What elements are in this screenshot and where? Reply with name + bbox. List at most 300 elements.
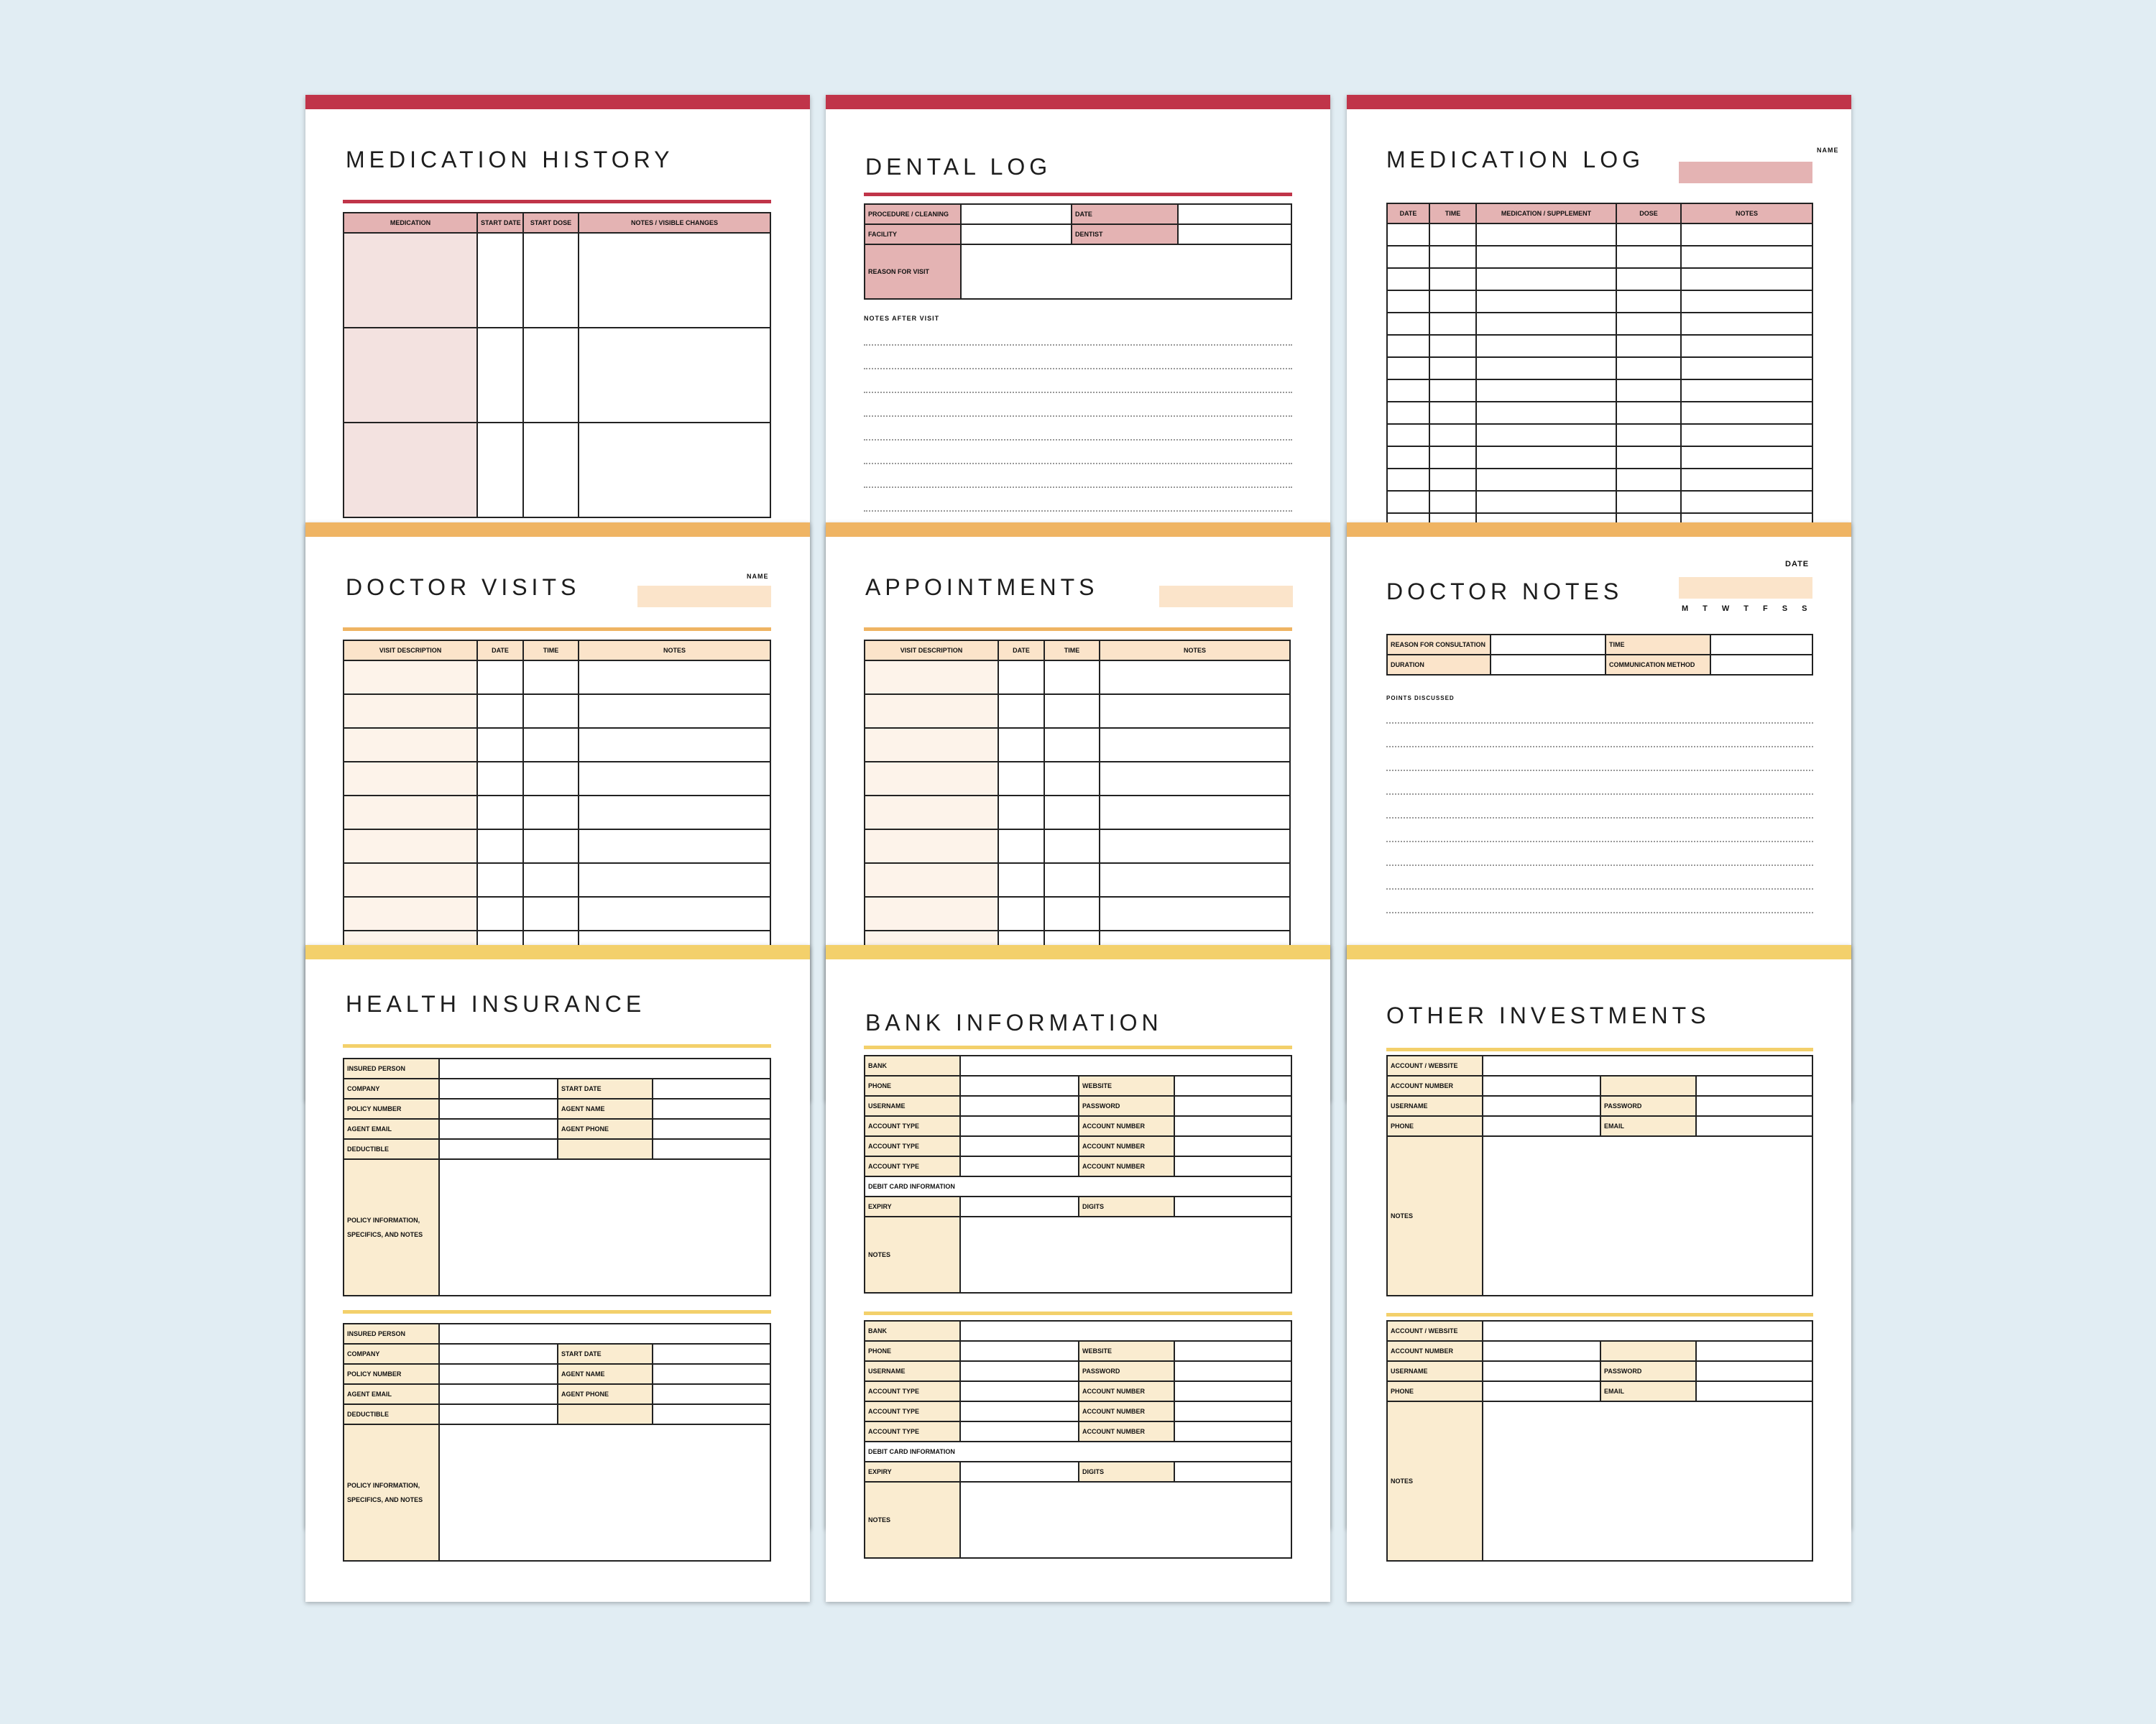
col-header: START DATE bbox=[477, 213, 523, 233]
table-cell[interactable] bbox=[1429, 290, 1476, 313]
page-band bbox=[305, 95, 810, 109]
table-cell[interactable] bbox=[998, 660, 1044, 694]
table-cell[interactable] bbox=[1681, 246, 1812, 268]
col-header: NOTES / VISIBLE CHANGES bbox=[579, 213, 770, 233]
username-label: USERNAME bbox=[1387, 1096, 1483, 1116]
table-cell[interactable] bbox=[523, 423, 579, 517]
account-type-field[interactable] bbox=[960, 1116, 1079, 1136]
table-cell[interactable] bbox=[1044, 728, 1100, 762]
table-cell[interactable] bbox=[344, 897, 477, 931]
table-cell[interactable] bbox=[865, 762, 998, 796]
agent-phone-field[interactable] bbox=[653, 1384, 770, 1404]
table-cell[interactable] bbox=[477, 728, 523, 762]
policy-info-field[interactable] bbox=[439, 1424, 770, 1561]
account-number-field[interactable] bbox=[1174, 1156, 1291, 1176]
table-cell[interactable] bbox=[1681, 268, 1812, 290]
table-cell[interactable] bbox=[998, 796, 1044, 829]
deductible-field[interactable] bbox=[439, 1139, 558, 1159]
start-date-field[interactable] bbox=[653, 1344, 770, 1364]
username-label: USERNAME bbox=[865, 1096, 960, 1116]
table-cell[interactable] bbox=[1681, 290, 1812, 313]
facility-field[interactable] bbox=[961, 224, 1072, 244]
page-title: DOCTOR NOTES bbox=[1386, 578, 1623, 604]
table-cell[interactable] bbox=[1476, 491, 1616, 513]
table-cell[interactable] bbox=[1044, 796, 1100, 829]
table-cell[interactable] bbox=[1100, 863, 1290, 897]
table-cell[interactable] bbox=[865, 863, 998, 897]
table-cell[interactable] bbox=[1681, 335, 1812, 357]
table-cell[interactable] bbox=[477, 694, 523, 728]
insurance-table-1 bbox=[343, 1058, 771, 1296]
password-label: PASSWORD bbox=[1600, 1096, 1696, 1116]
day-sun[interactable]: S bbox=[1802, 604, 1808, 613]
password-field[interactable] bbox=[1696, 1096, 1812, 1116]
table-row bbox=[1387, 268, 1812, 290]
bank-field[interactable] bbox=[960, 1321, 1291, 1341]
phone-field[interactable] bbox=[1483, 1381, 1600, 1401]
table-cell[interactable] bbox=[1044, 694, 1100, 728]
table-cell[interactable] bbox=[865, 694, 998, 728]
table-cell[interactable] bbox=[477, 328, 523, 423]
expiry-field[interactable] bbox=[960, 1197, 1079, 1217]
day-tue[interactable]: T bbox=[1703, 604, 1708, 613]
table-cell[interactable] bbox=[579, 829, 770, 863]
notes-label: NOTES bbox=[1387, 1136, 1483, 1296]
table-cell[interactable] bbox=[998, 863, 1044, 897]
website-field[interactable] bbox=[1174, 1076, 1291, 1096]
notes-field[interactable] bbox=[1483, 1136, 1812, 1296]
blank-field[interactable] bbox=[1696, 1341, 1812, 1361]
table-cell[interactable] bbox=[1100, 762, 1290, 796]
table-cell[interactable] bbox=[1476, 313, 1616, 335]
table-cell[interactable] bbox=[998, 694, 1044, 728]
reason-field[interactable] bbox=[961, 244, 1291, 299]
insured-field[interactable] bbox=[439, 1059, 770, 1079]
table-cell[interactable] bbox=[1044, 897, 1100, 931]
day-thu[interactable]: T bbox=[1743, 604, 1750, 613]
table-cell[interactable] bbox=[579, 897, 770, 931]
table-cell[interactable] bbox=[1681, 469, 1812, 491]
company-field[interactable] bbox=[439, 1344, 558, 1364]
duration-field[interactable] bbox=[1491, 655, 1606, 675]
table-row bbox=[1387, 357, 1812, 379]
table-cell[interactable] bbox=[477, 829, 523, 863]
date-field[interactable] bbox=[1178, 204, 1291, 224]
username-field[interactable] bbox=[960, 1361, 1079, 1381]
table-cell[interactable] bbox=[998, 762, 1044, 796]
page-title: HEALTH INSURANCE bbox=[346, 991, 646, 1017]
name-field[interactable] bbox=[1159, 586, 1293, 607]
account-type-field[interactable] bbox=[960, 1421, 1079, 1442]
table-cell[interactable] bbox=[1387, 268, 1429, 290]
table-cell[interactable] bbox=[1387, 246, 1429, 268]
insured-label: INSURED PERSON bbox=[344, 1324, 439, 1344]
account-type-field[interactable] bbox=[960, 1381, 1079, 1401]
table-cell[interactable] bbox=[1476, 290, 1616, 313]
table-cell[interactable] bbox=[865, 796, 998, 829]
table-cell[interactable] bbox=[1429, 424, 1476, 446]
table-cell[interactable] bbox=[1616, 223, 1681, 246]
reason-field[interactable] bbox=[1491, 635, 1606, 655]
section-rule bbox=[343, 1310, 771, 1314]
account-number-field[interactable] bbox=[1174, 1381, 1291, 1401]
name-label: NAME bbox=[1817, 147, 1839, 154]
day-sat[interactable]: S bbox=[1782, 604, 1789, 613]
agent-name-field[interactable] bbox=[653, 1364, 770, 1384]
expiry-field[interactable] bbox=[960, 1462, 1079, 1482]
table-cell[interactable] bbox=[523, 328, 579, 423]
account-type-label: ACCOUNT TYPE bbox=[865, 1136, 960, 1156]
duration-label: DURATION bbox=[1387, 655, 1491, 675]
policy-number-field[interactable] bbox=[439, 1364, 558, 1384]
table-cell[interactable] bbox=[523, 796, 579, 829]
table-cell[interactable] bbox=[523, 897, 579, 931]
insured-label: INSURED PERSON bbox=[344, 1059, 439, 1079]
table-cell[interactable] bbox=[1044, 829, 1100, 863]
name-field[interactable] bbox=[1679, 162, 1812, 183]
account-type-label: ACCOUNT TYPE bbox=[865, 1381, 960, 1401]
start-date-field[interactable] bbox=[653, 1079, 770, 1099]
insured-field[interactable] bbox=[439, 1324, 770, 1344]
page-band bbox=[826, 522, 1330, 537]
table-cell[interactable] bbox=[579, 660, 770, 694]
table-cell[interactable] bbox=[1387, 290, 1429, 313]
table-cell[interactable] bbox=[1616, 446, 1681, 469]
table-cell[interactable] bbox=[523, 694, 579, 728]
table-cell[interactable] bbox=[1681, 313, 1812, 335]
table-cell[interactable] bbox=[523, 829, 579, 863]
day-mon[interactable]: M bbox=[1682, 604, 1690, 613]
table-cell[interactable] bbox=[579, 863, 770, 897]
table-cell[interactable] bbox=[1429, 402, 1476, 424]
col-header: DATE bbox=[477, 640, 523, 660]
table-cell[interactable] bbox=[865, 897, 998, 931]
table-cell[interactable] bbox=[1387, 313, 1429, 335]
table-cell[interactable] bbox=[1476, 357, 1616, 379]
table-cell[interactable] bbox=[865, 829, 998, 863]
table-cell[interactable] bbox=[1616, 402, 1681, 424]
table-cell[interactable] bbox=[344, 762, 477, 796]
table-row bbox=[865, 762, 1290, 796]
table-cell[interactable] bbox=[1476, 446, 1616, 469]
account-field[interactable] bbox=[1483, 1056, 1812, 1076]
blank-label bbox=[558, 1139, 653, 1159]
table-row bbox=[1387, 469, 1812, 491]
insurance-table-2 bbox=[343, 1323, 771, 1562]
table-cell[interactable] bbox=[1387, 469, 1429, 491]
policy-number-field[interactable] bbox=[439, 1099, 558, 1119]
col-header: DATE bbox=[1387, 203, 1429, 223]
table-cell[interactable] bbox=[477, 233, 523, 328]
table-cell[interactable] bbox=[1044, 660, 1100, 694]
table-cell[interactable] bbox=[523, 762, 579, 796]
table-cell[interactable] bbox=[579, 796, 770, 829]
digits-field[interactable] bbox=[1174, 1197, 1291, 1217]
table-cell[interactable] bbox=[477, 423, 523, 517]
table-cell[interactable] bbox=[1616, 313, 1681, 335]
notes-field[interactable] bbox=[1483, 1401, 1812, 1561]
table-cell[interactable] bbox=[1100, 829, 1290, 863]
table-row bbox=[344, 728, 770, 762]
table-cell[interactable] bbox=[1616, 268, 1681, 290]
username-field[interactable] bbox=[960, 1096, 1079, 1116]
table-cell[interactable] bbox=[1476, 246, 1616, 268]
page-band bbox=[305, 945, 810, 959]
company-field[interactable] bbox=[439, 1079, 558, 1099]
expiry-label: EXPIRY bbox=[865, 1197, 960, 1217]
time-field[interactable] bbox=[1710, 635, 1812, 655]
table-cell[interactable] bbox=[1100, 796, 1290, 829]
name-field[interactable] bbox=[637, 586, 771, 607]
table-cell[interactable] bbox=[344, 796, 477, 829]
phone-field[interactable] bbox=[960, 1076, 1079, 1096]
page-band bbox=[1347, 95, 1851, 109]
time-label: TIME bbox=[1606, 635, 1710, 655]
table-cell[interactable] bbox=[998, 829, 1044, 863]
table-cell[interactable] bbox=[344, 233, 477, 328]
table-cell[interactable] bbox=[1429, 379, 1476, 402]
table-cell[interactable] bbox=[1616, 246, 1681, 268]
dentist-field[interactable] bbox=[1178, 224, 1291, 244]
table-cell[interactable] bbox=[1429, 491, 1476, 513]
expiry-label: EXPIRY bbox=[865, 1462, 960, 1482]
table-row bbox=[865, 728, 1290, 762]
table-cell[interactable] bbox=[998, 897, 1044, 931]
table-cell[interactable] bbox=[344, 660, 477, 694]
table-cell[interactable] bbox=[1387, 379, 1429, 402]
table-cell[interactable] bbox=[1429, 446, 1476, 469]
agent-name-field[interactable] bbox=[653, 1099, 770, 1119]
account-number-field[interactable] bbox=[1483, 1341, 1600, 1361]
table-cell[interactable] bbox=[1387, 446, 1429, 469]
table-row bbox=[865, 796, 1290, 829]
col-header: TIME bbox=[1429, 203, 1476, 223]
table-cell[interactable] bbox=[1616, 357, 1681, 379]
table-row bbox=[1387, 379, 1812, 402]
notes-after-visit-label: NOTES AFTER VISIT bbox=[864, 315, 940, 322]
day-fri[interactable]: F bbox=[1763, 604, 1769, 613]
dental-details-table bbox=[864, 203, 1292, 300]
date-label: DATE bbox=[1072, 204, 1178, 224]
table-cell[interactable] bbox=[523, 863, 579, 897]
table-cell[interactable] bbox=[579, 423, 770, 517]
policy-number-label: POLICY NUMBER bbox=[344, 1099, 439, 1119]
table-cell[interactable] bbox=[1429, 313, 1476, 335]
table-cell[interactable] bbox=[1429, 469, 1476, 491]
table-cell[interactable] bbox=[477, 863, 523, 897]
agent-email-label: AGENT EMAIL bbox=[344, 1119, 439, 1139]
agent-email-field[interactable] bbox=[439, 1384, 558, 1404]
investments-table-1 bbox=[1386, 1055, 1813, 1296]
table-cell[interactable] bbox=[1429, 246, 1476, 268]
table-cell[interactable] bbox=[1681, 223, 1812, 246]
title-rule bbox=[343, 627, 771, 631]
table-cell[interactable] bbox=[1387, 357, 1429, 379]
table-cell[interactable] bbox=[579, 762, 770, 796]
table-cell[interactable] bbox=[1100, 660, 1290, 694]
table-cell[interactable] bbox=[1044, 762, 1100, 796]
table-cell[interactable] bbox=[1387, 424, 1429, 446]
account-number-field[interactable] bbox=[1174, 1421, 1291, 1442]
table-cell[interactable] bbox=[344, 423, 477, 517]
day-wed[interactable]: W bbox=[1721, 604, 1731, 613]
password-label: PASSWORD bbox=[1079, 1361, 1174, 1381]
table-cell[interactable] bbox=[1100, 728, 1290, 762]
points-discussed-label: POINTS DISCUSSED bbox=[1386, 695, 1455, 701]
account-type-field[interactable] bbox=[960, 1156, 1079, 1176]
page-title: MEDICATION LOG bbox=[1386, 147, 1644, 172]
table-cell[interactable] bbox=[865, 660, 998, 694]
table-cell[interactable] bbox=[523, 233, 579, 328]
notes-label: NOTES bbox=[865, 1482, 960, 1558]
method-field[interactable] bbox=[1710, 655, 1812, 675]
reason-label: REASON FOR VISIT bbox=[865, 244, 961, 299]
notes-field[interactable] bbox=[960, 1217, 1291, 1293]
phone-field[interactable] bbox=[960, 1341, 1079, 1361]
table-cell[interactable] bbox=[1616, 290, 1681, 313]
table-cell[interactable] bbox=[1044, 863, 1100, 897]
table-cell[interactable] bbox=[477, 897, 523, 931]
table-cell[interactable] bbox=[1476, 335, 1616, 357]
username-field[interactable] bbox=[1483, 1096, 1600, 1116]
blank-field[interactable] bbox=[653, 1139, 770, 1159]
table-cell[interactable] bbox=[523, 728, 579, 762]
table-cell[interactable] bbox=[579, 728, 770, 762]
website-field[interactable] bbox=[1174, 1341, 1291, 1361]
table-cell[interactable] bbox=[344, 328, 477, 423]
table-cell[interactable] bbox=[1429, 268, 1476, 290]
table-cell[interactable] bbox=[1616, 335, 1681, 357]
table-cell[interactable] bbox=[1681, 424, 1812, 446]
table-cell[interactable] bbox=[344, 829, 477, 863]
agent-email-field[interactable] bbox=[439, 1119, 558, 1139]
table-cell[interactable] bbox=[1616, 491, 1681, 513]
account-type-field[interactable] bbox=[960, 1136, 1079, 1156]
policy-info-field[interactable] bbox=[439, 1159, 770, 1296]
account-field[interactable] bbox=[1483, 1321, 1812, 1341]
agent-phone-field[interactable] bbox=[653, 1119, 770, 1139]
weekday-selector[interactable] bbox=[1682, 604, 1807, 613]
digits-field[interactable] bbox=[1174, 1462, 1291, 1482]
table-cell[interactable] bbox=[344, 694, 477, 728]
phone-field[interactable] bbox=[1483, 1116, 1600, 1136]
policy-info-label: POLICY INFORMATION, SPECIFICS, AND NOTES bbox=[344, 1424, 439, 1561]
account-number-field[interactable] bbox=[1174, 1401, 1291, 1421]
facility-label: FACILITY bbox=[865, 224, 961, 244]
table-cell[interactable] bbox=[1387, 402, 1429, 424]
password-field[interactable] bbox=[1174, 1096, 1291, 1116]
notes-label: NOTES bbox=[865, 1217, 960, 1293]
table-cell[interactable] bbox=[998, 728, 1044, 762]
account-number-field[interactable] bbox=[1174, 1136, 1291, 1156]
table-cell[interactable] bbox=[1616, 379, 1681, 402]
agent-phone-label: AGENT PHONE bbox=[558, 1384, 653, 1404]
table-cell[interactable] bbox=[579, 694, 770, 728]
table-cell[interactable] bbox=[477, 660, 523, 694]
table-cell[interactable] bbox=[1429, 335, 1476, 357]
table-row bbox=[1387, 313, 1812, 335]
date-label: DATE bbox=[1785, 560, 1810, 568]
table-cell[interactable] bbox=[344, 863, 477, 897]
table-cell[interactable] bbox=[579, 233, 770, 328]
table-cell[interactable] bbox=[865, 728, 998, 762]
table-cell[interactable] bbox=[1681, 379, 1812, 402]
email-field[interactable] bbox=[1696, 1381, 1812, 1401]
account-number-field[interactable] bbox=[1174, 1116, 1291, 1136]
method-label: COMMUNICATION METHOD bbox=[1606, 655, 1710, 675]
table-cell[interactable] bbox=[579, 328, 770, 423]
start-date-label: START DATE bbox=[558, 1344, 653, 1364]
table-cell[interactable] bbox=[1476, 268, 1616, 290]
table-cell[interactable] bbox=[1387, 491, 1429, 513]
username-field[interactable] bbox=[1483, 1361, 1600, 1381]
digits-label: DIGITS bbox=[1079, 1462, 1174, 1482]
notes-field[interactable] bbox=[960, 1482, 1291, 1558]
password-field[interactable] bbox=[1696, 1361, 1812, 1381]
appointments-table bbox=[864, 640, 1291, 965]
table-cell[interactable] bbox=[477, 762, 523, 796]
account-number-field[interactable] bbox=[1483, 1076, 1600, 1096]
table-cell[interactable] bbox=[1476, 379, 1616, 402]
username-label: USERNAME bbox=[865, 1361, 960, 1381]
bank-field[interactable] bbox=[960, 1056, 1291, 1076]
table-row bbox=[1387, 402, 1812, 424]
blank-field[interactable] bbox=[1696, 1076, 1812, 1096]
deductible-field[interactable] bbox=[439, 1404, 558, 1424]
table-row bbox=[865, 660, 1290, 694]
table-cell[interactable] bbox=[1616, 424, 1681, 446]
page-title: DENTAL LOG bbox=[865, 154, 1052, 180]
page-title: APPOINTMENTS bbox=[865, 574, 1099, 600]
table-cell[interactable] bbox=[1681, 446, 1812, 469]
page-band bbox=[826, 95, 1330, 109]
table-cell[interactable] bbox=[1681, 357, 1812, 379]
email-field[interactable] bbox=[1696, 1116, 1812, 1136]
account-type-field[interactable] bbox=[960, 1401, 1079, 1421]
table-cell[interactable] bbox=[1616, 469, 1681, 491]
table-cell[interactable] bbox=[1387, 223, 1429, 246]
title-rule bbox=[864, 627, 1292, 631]
table-cell[interactable] bbox=[1100, 694, 1290, 728]
table-cell[interactable] bbox=[477, 796, 523, 829]
account-type-label: ACCOUNT TYPE bbox=[865, 1116, 960, 1136]
table-cell[interactable] bbox=[1681, 491, 1812, 513]
table-cell[interactable] bbox=[344, 728, 477, 762]
bank-label: BANK bbox=[865, 1056, 960, 1076]
table-cell[interactable] bbox=[1387, 335, 1429, 357]
table-cell[interactable] bbox=[1429, 357, 1476, 379]
website-label: WEBSITE bbox=[1079, 1341, 1174, 1361]
password-field[interactable] bbox=[1174, 1361, 1291, 1381]
table-cell[interactable] bbox=[523, 660, 579, 694]
date-field[interactable] bbox=[1679, 577, 1812, 599]
col-header: VISIT DESCRIPTION bbox=[865, 640, 998, 660]
table-cell[interactable] bbox=[1100, 897, 1290, 931]
page-title: MEDICATION HISTORY bbox=[346, 147, 674, 172]
blank-field[interactable] bbox=[653, 1404, 770, 1424]
medication-log-table bbox=[1386, 203, 1813, 536]
table-cell[interactable] bbox=[1429, 223, 1476, 246]
col-header: DOSE bbox=[1616, 203, 1681, 223]
table-cell[interactable] bbox=[1476, 424, 1616, 446]
table-cell[interactable] bbox=[1476, 402, 1616, 424]
bank-table-2 bbox=[864, 1320, 1292, 1559]
table-cell[interactable] bbox=[1476, 223, 1616, 246]
procedure-field[interactable] bbox=[961, 204, 1072, 224]
table-cell[interactable] bbox=[1476, 469, 1616, 491]
table-cell[interactable] bbox=[1681, 402, 1812, 424]
table-row bbox=[1387, 424, 1812, 446]
